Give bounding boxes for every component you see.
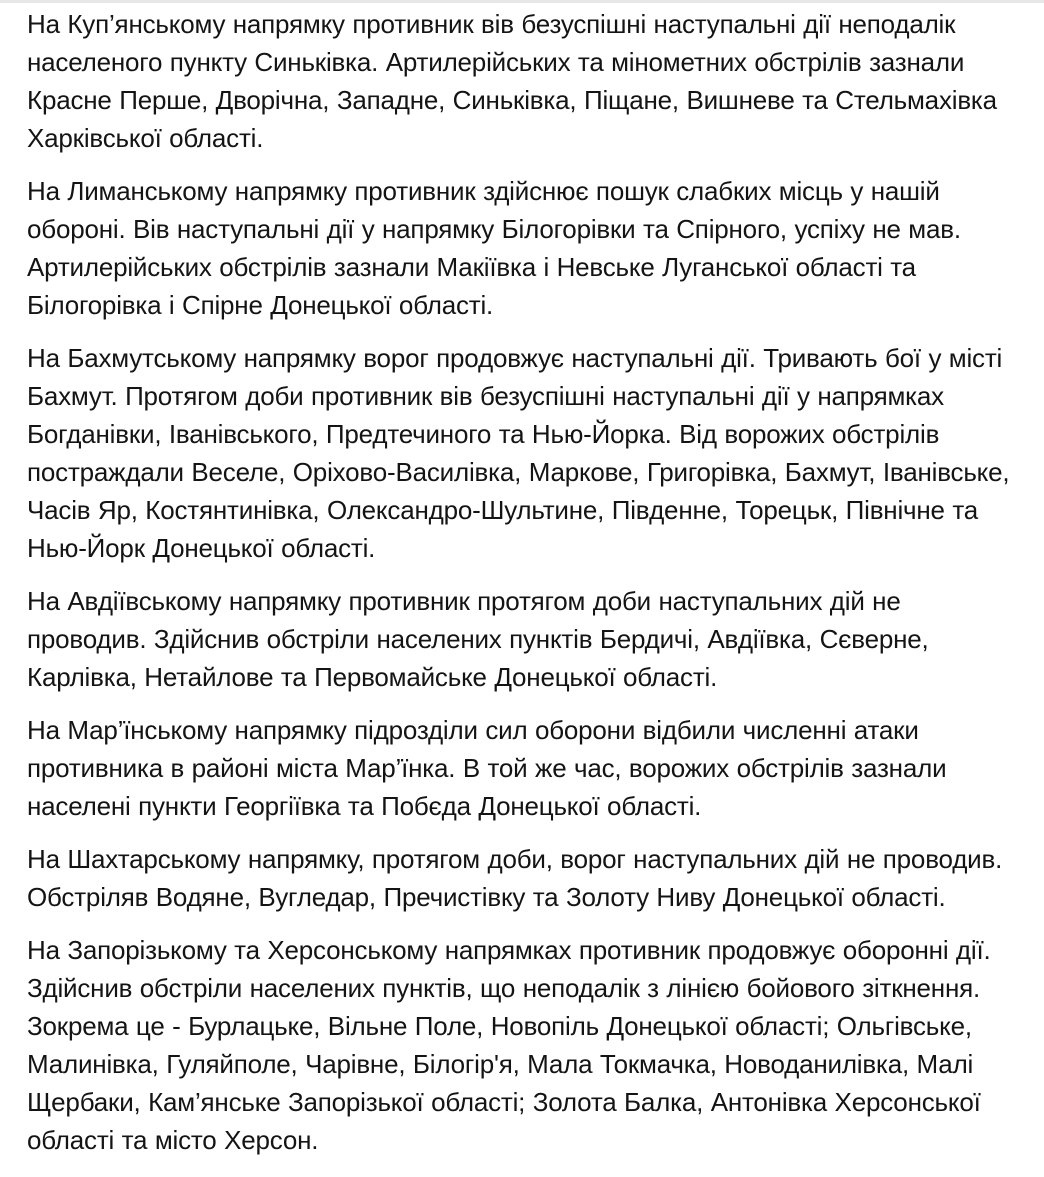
paragraph-lyman-direction: На Лиманському напрямку противник здійснює пошук слабких місць у нашій обороні. Вів наступальні дії у напрямку Білогорівки та Спірного, успіху не мав. Артилерійських обстрілів зазнали Макіївка і Невське Луганської області та Білогорівка і Спірне Донецької області.	[27, 176, 961, 320]
paragraph-marinka-direction: На Мар’їнському напрямку підрозділи сил оборони відбили численні атаки противника в районі міста Мар’їнка. В той же час, ворожих обстрілів зазнали населені пункти Георгіївка та Побєда Донецької області.	[27, 715, 947, 821]
paragraph-zaporizhzhia-kherson-direction: На Запорізькому та Херсонському напрямках противник продовжує оборонні дії. Здійснив обстріли населених пунктів, що неподалік з лінією бойового зіткнення. Зокрема це - Бурлацьке, Вільне Поле, Новопіль Донецької області; Ольгівське, Малинівка, Гуляйполе, Чарівне, Білогір'я, Мала Токмачка, Новоданилівка, Малі Щербаки, Кам’янське Запорізької області; Золота Балка, Антонівка Херсонської області та місто Херсон.	[27, 935, 991, 1155]
situation-report-text	[0, 3, 1044, 1177]
paragraph-bakhmut-direction: На Бахмутському напрямку ворог продовжує наступальні дії. Тривають бої у місті Бахмут. Протягом доби противник вів безуспішні наступальні дії у напрямках Богданівки, Іванівського, Предтечиного та Нью-Йорка. Від ворожих обстрілів постраждали Веселе, Оріхово-Василівка, Маркове, Григорівка, Бахмут, Іванівське, Часів Яр, Костянтинівка, Олександро-Шультине, Південне, Торецьк, Північне та Нью-Йорк Донецької області.	[27, 343, 1010, 563]
paragraph-avdiivka-direction: На Авдіївському напрямку противник протягом доби наступальних дій не проводив. Здійснив обстріли населених пунктів Бердичі, Авдіївка, Сєверне, Карлівка, Нетайлове та Первомайське Донецької області.	[27, 586, 929, 692]
paragraph-kupyansk-direction: На Куп’янському напрямку противник вів безуспішні наступальні дії неподалік населеного пункту Синьківка. Артилерійських та мінометних обстрілів зазнали Красне Перше, Дворічна, Западне, Синьківка, Піщане, Вишневе та Стельмахівка Харківської області.	[27, 9, 997, 153]
paragraph-shakhtarsk-direction: На Шахтарському напрямку, протягом доби, ворог наступальних дій не проводив. Обстріляв Водяне, Вугледар, Пречистівку та Золоту Ниву Донецької області.	[27, 844, 1003, 912]
